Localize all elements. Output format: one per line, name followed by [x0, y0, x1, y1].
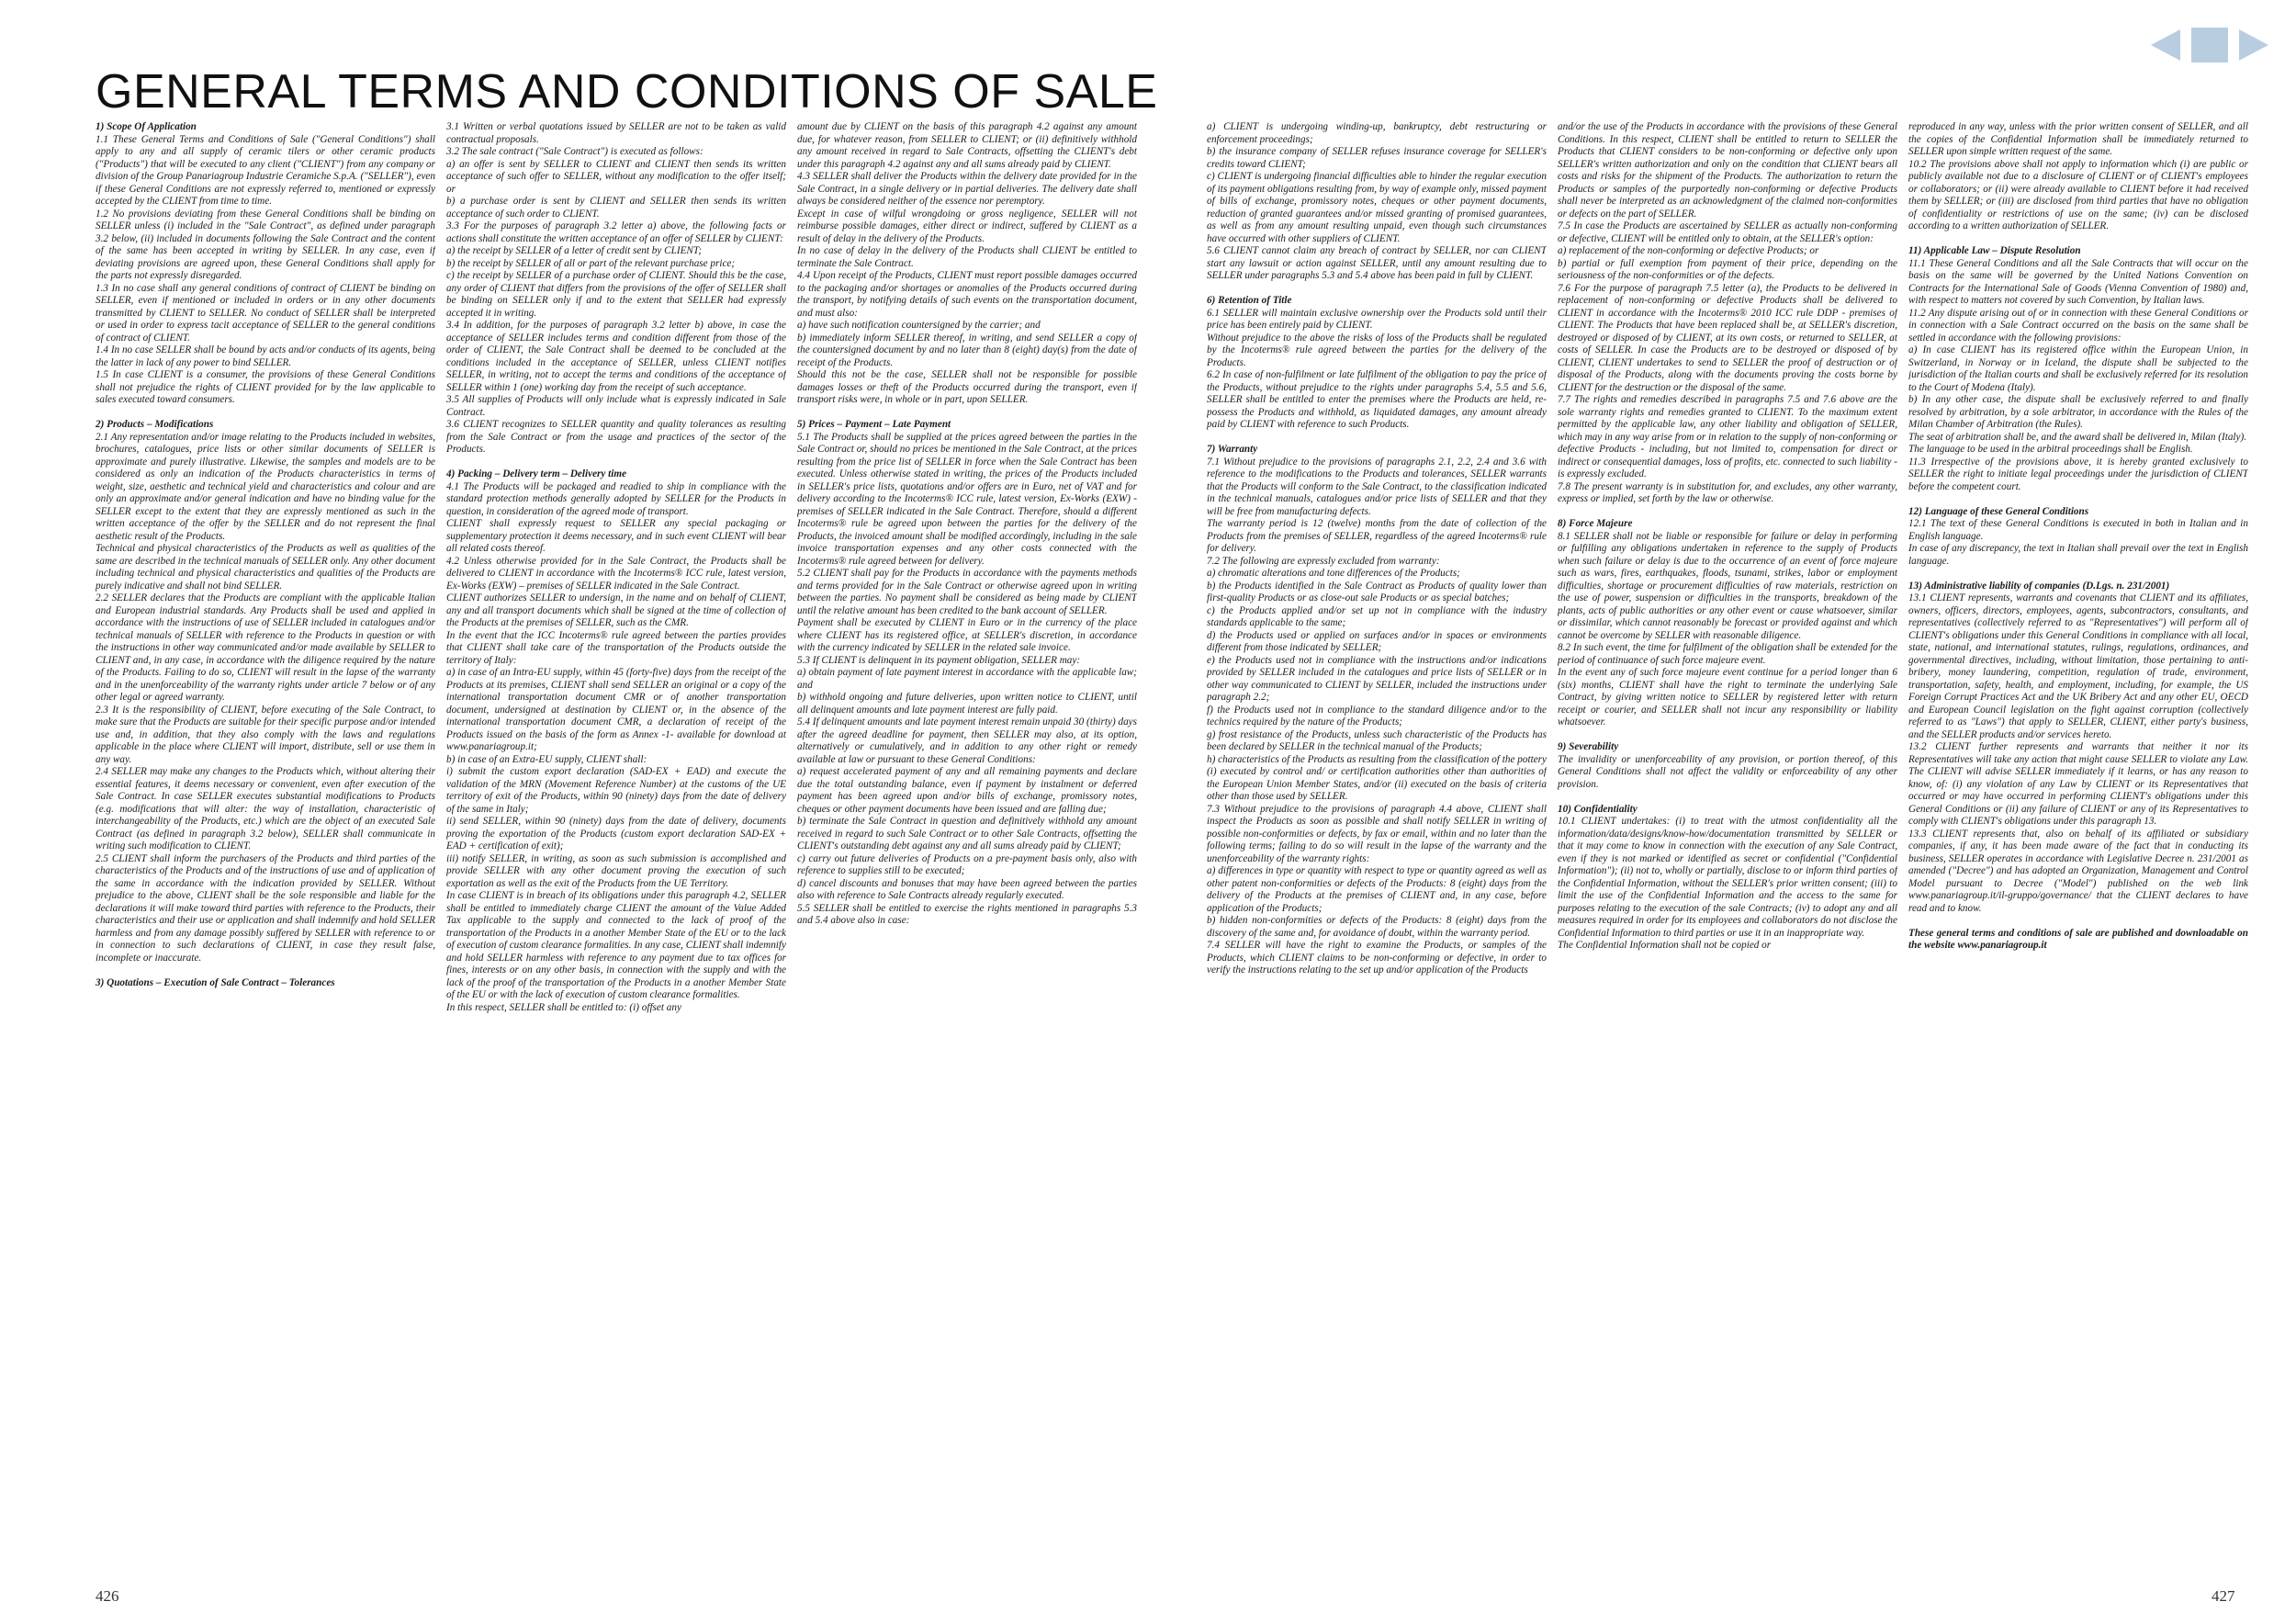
clause-paragraph: 2.1 Any representation and/or image relating to the Products included in websites, brochures, catalogues, price lists or other similar documents of SELLER is approximate and purely illustrative. Likewise, the samples and models are to be considered as only an indication of the Products characteristics in terms of weight, size, aesthetic and technical yield and characteristics and colour and are only an approximate and/or general indication and have no binding value for the SELLER except to the extent that they are expressly mentioned as such in the written acceptance of the offer by the SELLER and do not represent the final aesthetic result of the Products.: [96, 431, 435, 542]
terms-section: [797, 121, 1137, 407]
section-heading: 3) Quotations – Execution of Sale Contract – Tolerances: [96, 976, 335, 988]
clause-paragraph: Technical and physical characteristics of the Products as well as qualities of the same are described in the technical manuals of SELLER only. Any other document including technical and physical characteristics and qualities of the Products are purely indicative and shall not bind SELLER.: [96, 543, 435, 592]
clause-paragraph: 11.2 Any dispute arising out of or in connection with these General Conditions or in connection with a Sale Contract occurred on the basis on the same shall be settled in accordance with the following provisions:: [1908, 307, 2248, 344]
clause-paragraph: b) the receipt by SELLER of all or part of the relevant purchase price;: [446, 257, 736, 269]
clause-paragraph: a) have such notification countersigned by the carrier; and: [797, 320, 1041, 331]
section-heading: 8) Force Majeure: [1558, 518, 1633, 529]
terms-section: [96, 419, 435, 964]
clause-paragraph: The warranty period is 12 (twelve) months from the date of collection of the Products from the premises of SELLER, regardless of the agreed Incoterms® rule for delivery.: [1207, 518, 1547, 554]
terms-section: [1908, 506, 2248, 569]
clause-paragraph: Without prejudice to the above the risks of loss of the Products shall be regulated by the Incoterms® rule agreed between the parties for the delivery of the Products.: [1207, 332, 1547, 368]
clause-paragraph: 12.1 The text of these General Conditions is executed in both in Italian and in English language.: [1908, 518, 2248, 542]
text-column-1: [96, 121, 435, 1556]
section-heading: These general terms and conditions of sale are published and downloadable on the website www.panariagroup.it: [1908, 927, 2248, 951]
clause-paragraph: a) in case of an Intra-EU supply, within 45 (forty-five) days from the receipt of the Products at its premises, CLIENT shall send SELLER an original or a copy of the international transportation document CMR or of another transportation document, undersigned at destination by CLIENT or, in the absence of the international transportation document CMR, a declaration of receipt of the Products issued on the basis of the form as Annex -1- available for download at www.panariagroup.it;: [446, 667, 786, 752]
clause-paragraph: 5.4 If delinquent amounts and late payment interest remain unpaid 30 (thirty) days after the agreed deadline for payment, then SELLER may also, at its option, alternatively or cumulatively, and in addition to any other right or remedy available at law or pursuant to these General Conditions:: [797, 716, 1137, 765]
clause-paragraph: b) In any other case, the dispute shall be exclusively referred to and finally resolved by arbitration, by a sole arbitrator, in accordance with the Rules of the Milan Chamber of Arbitration (the Rules).: [1908, 394, 2248, 430]
page-number-left: 426: [96, 1587, 119, 1605]
clause-paragraph: 7.4 SELLER will have the right to examine the Products, or samples of the Products, which CLIENT claims to be non-conforming or defective, in order to verify the instructions relating to the set up and/or application of the Products: [1207, 940, 1547, 976]
clause-paragraph: c) the receipt by SELLER of a purchase order of CLIENT. Should this be the case, any order of CLIENT that differs from the provisions of the offer of SELLER shall be binding on SELLER only if and to the extent that SELLER had expressly accepted it in writing.: [446, 270, 786, 319]
terms-section: [797, 419, 1137, 928]
clause-paragraph: c) the Products applied and/or set up not in compliance with the industry standards applicable to the same;: [1207, 604, 1547, 628]
clause-paragraph: b) hidden non-conformities or defects of the Products: 8 (eight) days from the discovery of the same and, for avoidance of doubt, within the warranty period.: [1207, 915, 1547, 939]
clause-paragraph: Payment shall be executed by CLIENT in Euro or in the currency of the place where CLIENT has its registered office, at SELLER's discretion, in accordance with the currency indicated by SELLER in the related sale invoice.: [797, 617, 1137, 653]
clause-paragraph: a) obtain payment of late payment interest in accordance with the applicable law; and: [797, 667, 1137, 691]
clause-paragraph: f) the Products used not in compliance to the standard diligence and/or to the technics required by the nature of the Products;: [1207, 704, 1547, 727]
clause-paragraph: 5.2 CLIENT shall pay for the Products in accordance with the payments methods and terms provided for in the Sale Contract or otherwise agreed upon in writing between the parties. No payment shall be considered as being made by CLIENT until the relative amount has been credited to the bank account of SELLER.: [797, 568, 1137, 616]
section-heading: 6) Retention of Title: [1207, 295, 1292, 306]
clause-paragraph: 7.2 The following are expressly excluded from warranty:: [1207, 555, 1440, 567]
clause-paragraph: 8.1 SELLER shall not be liable or responsible for failure or delay in performing or fulfilling any obligations undertaken in reference to the supply of Products when such failure or delay is due to the occurrence of an event of force majeure such as wars, fires, earthquakes, floods, tsunami, strikes, labor or employment difficulties, shortage or procurement difficulties of raw materials, restriction on the use of power, suspension or difficulties in the transports, breakdown of the plants, acts of public authorities or any other event or cause whatsoever, similar or dissimilar, which cannot reasonably be forecast or provided against and which cannot be overcome by SELLER with reasonable diligence.: [1558, 530, 1897, 641]
section-heading: 4) Packing – Delivery term – Delivery time: [446, 468, 627, 479]
clause-paragraph: The invalidity or unenforceability of any provision, or portion thereof, of this General Conditions shall not affect the validity or enforceability of any other provision.: [1558, 753, 1897, 790]
clause-paragraph: c) CLIENT is undergoing financial difficulties able to hinder the regular execution of its payment obligations resulting from, by way of example only, missed payment of bills of exchange, promissory notes, cheques or other payment documents, reduction of granted guarantees and/or missed granting of promised guarantees, as well as from any amount resulting unpaid, even though such circumstances have occurred with other suppliers of CLIENT.: [1207, 171, 1547, 244]
clause-paragraph: 4.4 Upon receipt of the Products, CLIENT must report possible damages occurred to the packaging and/or shortages or anomalies of the Products occurred during the transport, by notifying details of such events on the transportation document, and must also:: [797, 270, 1137, 319]
clause-paragraph: a) an offer is sent by SELLER to CLIENT and CLIENT then sends its written acceptance of such offer to SELLER, without any modification to the offer itself; or: [446, 158, 786, 195]
clause-paragraph: 10.2 The provisions above shall not apply to information which (i) are public or publicly available not due to a disclosure of CLIENT or of CLIENT's employees or collaborators; or (ii) were already available to CLIENT before it had received them by SELLER; or (iii) are disclosed from third parties that have no obligation of confidentiality or restrictions of use on the same; (iv) can be disclosed according to a written authorization of SELLER.: [1908, 158, 2248, 231]
chevron-right-icon[interactable]: [2235, 28, 2272, 62]
clause-paragraph: The language to be used in the arbitral proceedings shall be English.: [1908, 444, 2193, 455]
section-heading: 2) Products – Modifications: [96, 419, 214, 430]
clause-paragraph: Except in case of wilful wrongdoing or gross negligence, SELLER will not reimburse possible damages, either direct or indirect, suffered by CLIENT as a result of delay in the delivery of the Products.: [797, 208, 1137, 244]
clause-paragraph: The Confidential Information shall not be copied or: [1558, 940, 1772, 951]
page-number-right: 427: [2212, 1587, 2235, 1605]
clause-paragraph: 1.3 In no case shall any general conditions of contract of CLIENT be binding on SELLER, even if mentioned or included in orders or in any other documents transmitted by CLIENT to SELLER. No conduct of SELLER shall be interpreted or used in order to express tacit acceptance of SELLER to the general conditions of contract of CLIENT.: [96, 282, 435, 344]
terms-section: [1558, 741, 1897, 791]
clause-paragraph: a) chromatic alterations and tone differences of the Products;: [1207, 568, 1460, 579]
terms-section: [96, 121, 435, 407]
terms-section: [1207, 121, 1547, 283]
clause-paragraph: c) carry out future deliveries of Products on a pre-payment basis only, also with reference to supplies still to be executed;: [797, 852, 1137, 876]
clause-paragraph: 11.3 Irrespective of the provisions above, it is hereby granted exclusively to SELLER the right to initiate legal proceedings under the jurisdiction of CLIENT before the competent court.: [1908, 456, 2248, 492]
clause-paragraph: iii) notify SELLER, in writing, as soon as such submission is accomplished and provide SELLER with any other document proving the execution of such exportation as well as the exit of the Products from the UE Territory.: [446, 852, 786, 889]
text-column-4: [1207, 121, 1547, 1556]
clause-paragraph: 1.4 In no case SELLER shall be bound by acts and/or conducts of its agents, being the latter in lack of any power to bind SELLER.: [96, 344, 435, 368]
section-heading: 1) Scope Of Application: [96, 121, 197, 132]
clause-paragraph: h) characteristics of the Products as resulting from the classification of the pottery (i) executed by control and/ or certification authorities other than authorities of the European Union Member States, and/or (ii) executed on the basis of criteria other than those used by SELLER.: [1207, 753, 1547, 802]
clause-paragraph: 13.3 CLIENT represents that, also on behalf of its affiliated or subsidiary companies, if any, it has been made aware of the fact that in conducting its business, SELLER operates in accordance with Legislative Decree n. 231/2001 as amended ("Decree") and has adopted an Organization, Management and Control Model pursuant to Decree ("Model") published on the web link www.panariagroup.it/il-gruppo/governance/ that the CLIENT declares to have read and to know.: [1908, 828, 2248, 914]
clause-paragraph: 5.3 If CLIENT is delinquent in its payment obligation, SELLER may:: [797, 654, 1081, 666]
clause-paragraph: 5.1 The Products shall be supplied at the prices agreed between the parties in the Sale Contract or, should no prices be mentioned in the Sale Contract, at the prices resulting from the price list of SELLER in force when the Sale Contract has been executed. Unless otherwise stated in writing, the prices of the Products included in SELLER's price lists, quotations and/or offers are in Euro, net of VAT and for delivery according to the Incoterms® ICC rule, latest version, Ex-Works (EXW) - premises of SELLER indicated in the Sale Contract. Therefore, should a different Incoterms® rule be agreed upon between the parties for the delivery of the Products, the invoiced amount shall be modified accordingly, including in the sale invoice transportation expenses and any other costs connected with the Incoterms® rule agreed between for delivery.: [797, 431, 1137, 567]
clause-paragraph: b) immediately inform SELLER thereof, in writing, and send SELLER a copy of the countersigned document by and no later than 8 (eight) day(s) from the date of receipt of the Products.: [797, 332, 1137, 368]
clause-paragraph: a) CLIENT is undergoing winding-up, bankruptcy, debt restructuring or enforcement proceedings;: [1207, 121, 1547, 145]
clause-paragraph: 3.3 For the purposes of paragraph 3.2 letter a) above, the following facts or actions shall constitute the written acceptance of an offer of SELLER by CLIENT:: [446, 220, 786, 244]
clause-paragraph: 13.1 CLIENT represents, warrants and covenants that CLIENT and its affiliates, owners, officers, directors, employees, agents, subcontractors, consultants, and representatives (collectively referred to as "Representatives") will perform all of CLIENT's obligations under this General Conditions in compliance with all local, state, national, and international statutes, rulings, regulations, ordinances, and governmental directives, including, without limitation, those pertaining to anti-bribery, money laundering, competition, regulation of trade, environment, transportation, safety, health, and employment, including, for example, the US Foreign Corrupt Practices Act and the UK Bribery Act and any other EU, OECD and European Council legislation on the fight against corruption (collectively referred to as "Laws") that apply to SELLER, CLIENT, either party's business, and the SELLER products and/or services hereto.: [1908, 592, 2248, 740]
clause-paragraph: 7.6 For the purpose of paragraph 7.5 letter (a), the Products to be delivered in replacement of non-conforming or defective Products shall be delivered to CLIENT in accordance with the Incoterms® 2010 ICC rule DDP - premises of CLIENT. The Products that have been replaced shall be, at SELLER's discretion, destroyed or disposed of by CLIENT, at its own costs, or returned to SELLER, at costs of SELLER. In case the Products are to be destroyed or disposed of by CLIENT, CLIENT undertakes to send to SELLER the proof of destruction or of disposal of the Products, along with the documents proving the costs borne by CLIENT for the destruction or the disposal of the same.: [1558, 282, 1897, 393]
terms-section: [96, 977, 435, 990]
clause-paragraph: 3.1 Written or verbal quotations issued by SELLER are not to be taken as valid contractual proposals.: [446, 121, 786, 145]
clause-paragraph: a) the receipt by SELLER of a letter of credit sent by CLIENT;: [446, 245, 703, 256]
clause-paragraph: b) partial or full exemption from payment of their price, depending on the seriousness of the non-conformities or of the defects.: [1558, 257, 1897, 281]
clause-paragraph: 1.2 No provisions deviating from these General Conditions shall be binding on SELLER unless (i) included in the "Sale Contract", as defined under paragraph 3.2 below, (ii) included in documents following the Sale Contract and the content of the same has been accepted in writing by SELLER. In any case, even if deviating provisions are agreed upon, these General Conditions shall apply for the parts not expressly disregarded.: [96, 208, 435, 281]
clause-paragraph: d) the Products used or applied on surfaces and/or in spaces or environments different from those indicated by SELLER;: [1207, 629, 1547, 653]
section-heading: 9) Severability: [1558, 741, 1619, 752]
clause-paragraph: 7.5 In case the Products are ascertained by SELLER as actually non-conforming or defective, CLIENT will be entitled only to obtain, at the SELLER's option:: [1558, 220, 1897, 244]
clause-paragraph: 6.1 SELLER will maintain exclusive ownership over the Products sold until their price has been entirely paid by CLIENT.: [1207, 307, 1547, 331]
clause-paragraph: a) differences in type or quantity with respect to type or quantity agreed as well as other patent non-conformities or defects of the Products: 8 (eight) days from the delivery of the Products at the premises of CLIENT and, in any case, before application of the Products;: [1207, 865, 1547, 914]
clause-paragraph: 7.8 The present warranty is in substitution for, and excludes, any other warranty, express or implied, set forth by the law or otherwise.: [1558, 480, 1897, 504]
clause-paragraph: In no case of delay in the delivery of the Products shall CLIENT be entitled to terminate the Sale Contract.: [797, 245, 1137, 269]
clause-paragraph: i) submit the custom export declaration (SAD-EX + EAD) and execute the validation of the MRN (Movement Reference Number) at the customs of the UE territory of exit of the Products, within 90 (ninety) days from the date of delivery of the same in Italy;: [446, 766, 786, 815]
clause-paragraph: 3.5 All supplies of Products will only include what is expressly indicated in Sale Contract.: [446, 394, 786, 418]
clause-paragraph: 7.3 Without prejudice to the provisions of paragraph 4.4 above, CLIENT shall inspect the Products as soon as possible and shall notify SELLER in writing of possible non-conformities or defects, by fax or email, within and no later than the following terms; failing to do so will result in the lapse of the warranty and the unenforceability of the warranty rights:: [1207, 803, 1547, 864]
clause-paragraph: 7.1 Without prejudice to the provisions of paragraphs 2.1, 2.2, 2.4 and 3.6 with reference to the modifications to the Products and tolerances, SELLER warrants that the Products will conform to the Sale Contract, to the classification indicated in the technical manuals, catalogues and/or price lists of SELLER and that they will be free from manufacturing defects.: [1207, 456, 1547, 517]
clause-paragraph: 5.5 SELLER shall be entitled to exercise the rights mentioned in paragraphs 5.3 and 5.4 above also in case:: [797, 902, 1137, 926]
clause-paragraph: 4.3 SELLER shall deliver the Products within the delivery date provided for in the Sale Contract, in a single delivery or in partial deliveries. The delivery date shall always be considered neither of the essence nor peremptory.: [797, 171, 1137, 207]
terms-section: [1558, 804, 1897, 953]
clause-paragraph: b) terminate the Sale Contract in question and definitively withhold any amount received in regard to such Sale Contract or to other Sale Contracts, offsetting the CLIENT's outstanding debt against any and all sums already paid by CLIENT;: [797, 816, 1137, 851]
page-title: GENERAL TERMS AND CONDITIONS OF SALE: [96, 65, 1158, 118]
clause-paragraph: g) frost resistance of the Products, unless such characteristic of the Products has been declared by SELLER in the technical manual of the Products;: [1207, 728, 1547, 752]
terms-section: [1558, 518, 1897, 729]
terms-section: [446, 121, 786, 457]
clause-paragraph: 1.5 In case CLIENT is a consumer, the provisions of these General Conditions shall not prejudice the rights of CLIENT provided for by the law applicable to sales executed toward consumers.: [96, 369, 435, 405]
clause-paragraph: 7.7 The rights and remedies described in paragraphs 7.5 and 7.6 above are the sole warranty rights and remedies granted to CLIENT. To the maximum extent permitted by the applicable law, any other liability and obligation of SELLER, which may in any way arise from or in relation to the supply of non-conforming or defective Products - including, but not limited to, compensation for direct or indirect or consequential damages, loss of profits, etc. connected to such liability - is expressly excluded.: [1558, 394, 1897, 479]
clause-paragraph: 8.2 In such event, the time for fulfilment of the obligation shall be extended for the period of continuance of such force majeure event.: [1558, 642, 1897, 666]
terms-section: [1908, 121, 2248, 233]
clause-paragraph: 1.1 These General Terms and Conditions of Sale ("General Conditions") shall apply to any and all supply of ceramic tilers or other ceramic products ("Products") that will be executed to any client ("CLIENT") from any company or division of the Group Panariagroup Industrie Ceramiche S.p.A. ("SELLER"), even if these General Conditions are not expressly referred to, mentioned or expressly accepted by the CLIENT from time to time.: [96, 133, 435, 207]
clause-paragraph: Should this not be the case, SELLER shall not be responsible for possible damages losses or theft of the Products occurred during the transport, even if transport risks were, in whole or in part, upon SELLER.: [797, 369, 1137, 405]
text-column-5: [1558, 121, 1897, 1556]
clause-paragraph: 6.2 In case of non-fulfilment or late fulfilment of the obligation to pay the price of the Products, without prejudice to the rights under paragraphs 5.4, 5.5 and 5.6, SELLER shall be entitled to enter the premises where the Products are held, re-possess the Products and withhold, as liquidated damages, any amount already paid by CLIENT with reference to such Products.: [1207, 369, 1547, 430]
clause-paragraph: 3.2 The sale contract ("Sale Contract") is executed as follows:: [446, 146, 703, 157]
clause-paragraph: 2.3 It is the responsibility of CLIENT, before executing of the Sale Contract, to make sure that the Products are suitable for their specific purpose and/or intended use and, in addition, that they also comply with the laws and regulations applicable in the place where CLIENT will import, distribute, sell or use them in any way.: [96, 704, 435, 765]
clause-paragraph: 3.4 In addition, for the purposes of paragraph 3.2 letter b) above, in case the acceptance of SELLER includes terms and condition different from those of the order of CLIENT, the Sale Contract shall be deemed to be concluded at the conditions included in the acceptance of SELLER, unless CLIENT notifies SELLER, in writing, not to accept the terms and conditions of the acceptance of SELLER within 1 (one) working day from the receipt of such acceptance.: [446, 320, 786, 393]
section-heading: 5) Prices – Payment – Late Payment: [797, 419, 951, 430]
section-heading: 11) Applicable Law – Dispute Resolution: [1908, 245, 2081, 256]
terms-section: [1908, 245, 2248, 493]
clause-paragraph: b) in case of an Extra-EU supply, CLIENT shall:: [446, 753, 647, 765]
clause-paragraph: 5.6 CLIENT cannot claim any breach of contract by SELLER, nor can CLIENT start any lawsuit or action against SELLER, until any amount resulting due to SELLER under paragraphs 5.3 and 5.4 above has been paid in full by CLIENT.: [1207, 245, 1547, 281]
section-heading: 12) Language of these General Conditions: [1908, 505, 2089, 517]
clause-paragraph: 11.1 These General Conditions and all the Sale Contracts that will occur on the basis on the same will be governed by the United Nations Convention on Contracts for the International Sale of Goods (Vienna Convention of 1980) and, with respect to matters not covered by such Convention, by Italian laws.: [1908, 257, 2248, 306]
clause-paragraph: b) withhold ongoing and future deliveries, upon written notice to CLIENT, until all delinquent amounts and late payment interest are fully paid.: [797, 692, 1137, 716]
clause-paragraph: In case of any discrepancy, the text in Italian shall prevail over the text in English language.: [1908, 543, 2248, 567]
text-column-3: [797, 121, 1137, 1556]
clause-paragraph: 3.6 CLIENT recognizes to SELLER quantity and quality tolerances as resulting from the Sale Contract or from the usage and practices of the sector of the Products.: [446, 419, 786, 455]
clause-paragraph: 13.2 CLIENT further represents and warrants that neither it nor its Representatives will take any action that might cause SELLER to violate any Law. The CLIENT will advise SELLER immediately if it learns, or has any reason to know, of: (i) any violation of any Law by CLIENT or its Representatives that occurred or may have occurred in performing CLIENT's obligations under this General Conditions or (ii) any failure of CLIENT or any of its Representatives to comply with CLIENT's obligations under this paragraph 13.: [1908, 741, 2248, 827]
clause-paragraph: 2.2 SELLER declares that the Products are compliant with the applicable Italian and European industrial standards. Any Products shall be used and applied in accordance with the instructions of use of SELLER included in catalogues and/or technical manuals of SELLER with reference to the Products in question or with the instructions in other way communicated and/or made available by SELLER to CLIENT and, in any case, in accordance with the diligence required by the nature of the Products. Failing to do so, CLIENT will result in the lapse of the warranty and in the unenforceability of the warranty rights under article 7 below or of any other legal or agreed warranty.: [96, 592, 435, 703]
clause-paragraph: In case CLIENT is in breach of its obligations under this paragraph 4.2, SELLER shall be entitled to immediately charge CLIENT the amount of the Value Added Tax applicable to the supply and connected to the lack of proof of the transportation of the Products in a another Member State of the EU or to the lack of execution of custom clearance formalities. In any case, CLIENT shall indemnify and hold SELLER harmless with reference to any payment due to tax offices for fines, interests or on any other basis, in connection with the supply and with the lack of the proof of the transportation of the Products in a another Member State of the EU or with the lack of execution of custom clearance formalities.: [446, 890, 786, 1000]
terms-section: [446, 468, 786, 1014]
clause-paragraph: 4.2 Unless otherwise provided for in the Sale Contract, the Products shall be delivered to CLIENT in accordance with the Incoterms® ICC rule, latest version, Ex-Works (EXW) – premises of SELLER indicated in the Sale Contract.: [446, 555, 786, 592]
clause-paragraph: ii) send SELLER, within 90 (ninety) days from the date of delivery, documents proving the exportation of the Products (custom export declaration SAD-EX + EAD + certification of exit);: [446, 816, 786, 851]
clause-paragraph: CLIENT shall expressly request to SELLER any special packaging or supplementary protection it deems necessary, and in such event CLIENT will bear all related costs thereof.: [446, 518, 786, 554]
clause-paragraph: a) In case CLIENT has its registered office within the European Union, in Switzerland, in Norway or in Iceland, the dispute shall be subjected to the jurisdiction of the Italian courts and shall be exclusively referred for its resolution to the Court of Modena (Italy).: [1908, 344, 2248, 393]
terms-section: [1207, 444, 1547, 977]
text-column-2: [446, 121, 786, 1556]
chevron-left-icon[interactable]: [2147, 28, 2184, 62]
terms-section: [1558, 121, 1897, 506]
clause-paragraph: and/or the use of the Products in accordance with the provisions of these General Conditions. In this respect, CLIENT shall be entitled to return to SELLER the Products that CLIENT considers to be non-conforming or defective only upon SELLER's written authorization and only on the condition that CLIENT bears all costs and risks for the shipment of the Products. The authorization to return the Products or samples of the purportedly non-conforming or defective Products shall never be interpreted as an acknowledgment of the claimed non-conformities or defects on the part of SELLER.: [1558, 121, 1897, 220]
clause-paragraph: 2.5 CLIENT shall inform the purchasers of the Products and third parties of the characteristics of the Products and of the instructions of use and of application of the same in accordance with the indication provided by SELLER. Without prejudice to the above, CLIENT shall be the sole responsible and liable for the declarations it will make toward third parties with reference to the Products, their characteristics and their use or application and shall indemnify and hold SELLER harmless and from any damage possibly suffered by SELLER with reference to or in connection to such declarations of CLIENT, in case they result false, incomplete or inaccurate.: [96, 852, 435, 964]
clause-paragraph: b) the insurance company of SELLER refuses insurance coverage for SELLER's credits toward CLIENT;: [1207, 146, 1547, 170]
section-heading: 7) Warranty: [1207, 444, 1258, 455]
section-heading: 13) Administrative liability of companies (D.Lgs. n. 231/2001): [1908, 580, 2170, 592]
square-icon[interactable]: [2191, 28, 2228, 62]
clause-paragraph: In the event any of such force majeure event continue for a period longer than 6 (six) months, CLIENT shall have the right to terminate the underlying Sale Contract, by giving written notice to SELLER by registered letter with return receipt or courier, and SELLER shall not incur any responsibility or liability whatsoever.: [1558, 667, 1897, 727]
clause-paragraph: amount due by CLIENT on the basis of this paragraph 4.2 against any amount due, for whatever reason, from SELLER to CLIENT; or (ii) definitively withhold any amount received in regard to Sale Contracts, offsetting the CLIENT's debt under this paragraph 4.2 against any and all sums already paid by CLIENT.: [797, 121, 1137, 170]
clause-paragraph: In this respect, SELLER shall be entitled to: (i) offset any: [446, 1001, 681, 1013]
terms-section: [1207, 295, 1547, 432]
clause-paragraph: reproduced in any way, unless with the prior written consent of SELLER, and all the copies of the Confidential Information shall be immediately returned to SELLER upon simple written request of the same.: [1908, 121, 2248, 157]
clause-paragraph: a) replacement of the non-conforming or defective Products; or: [1558, 245, 1819, 256]
clause-paragraph: In the event that the ICC Incoterms® rule agreed between the parties provides that CLIENT shall take care of the transportation of the Products outside the territory of Italy:: [446, 629, 786, 666]
clause-paragraph: b) a purchase order is sent by CLIENT and SELLER then sends its written acceptance of such order to CLIENT.: [446, 196, 786, 220]
clause-paragraph: e) the Products used not in compliance with the instructions and/or indications provided by SELLER included in the catalogues and price lists of SELLER or in other way communicated to CLIENT by SELLER, included the instructions under paragraph 2.2;: [1207, 654, 1547, 703]
terms-section: [1908, 928, 2248, 953]
clause-paragraph: a) request accelerated payment of any and all remaining payments and declare due the total outstanding balance, even if payment by instalment or deferred payment has been agreed upon and/or bills of exchange, promissory notes, cheques or other payment documents have been issued and are falling due;: [797, 766, 1137, 815]
clause-paragraph: d) cancel discounts and bonuses that may have been agreed between the parties also with reference to Sale Contracts already regularly executed.: [797, 877, 1137, 901]
clause-paragraph: 2.4 SELLER may make any changes to the Products which, without altering their essential features, it deems necessary or convenient, even after execution of the Sale Contract. In case SELLER executes substantial modifications to Products (e.g. modifications that will alter: the way of installation, characteristic of interchangeability of the Products, etc.) which are the object of an executed Sale Contract (as defined in paragraph 3.2 below), SELLER shall communicate in writing such modification to CLIENT.: [96, 766, 435, 851]
clause-paragraph: The seat of arbitration shall be, and the award shall be delivered in, Milan (Italy).: [1908, 431, 2247, 443]
text-column-6: [1908, 121, 2248, 1556]
clause-paragraph: 4.1 The Products will be packaged and readied to ship in compliance with the standard protection methods generally adopted by SELLER for the Products in question, in consideration of the agreed mode of transport.: [446, 480, 786, 517]
terms-section: [1908, 581, 2248, 916]
clause-paragraph: b) the Products identified in the Sale Contract as Products of quality lower than first-quality Products or as close-out sale Products or as special batches;: [1207, 580, 1547, 603]
clause-paragraph: CLIENT authorizes SELLER to undersign, in the name and on behalf of CLIENT, any and all transport documents which shall be signed at the time of collection of the Products at the premises of SELLER, such as the CMR.: [446, 592, 786, 628]
section-heading: 10) Confidentiality: [1558, 803, 1638, 815]
page-navigation: [2147, 28, 2272, 62]
clause-paragraph: 10.1 CLIENT undertakes: (i) to treat with the utmost confidentiality all the information/data/designs/know-how/documentation transmitted by SELLER or that it may come to know in connection with the execution of any Sale Contract, even if they is not marked or identified as secret or confidential ("Confidential Information"); (ii) not to, wholly or partially, disclose to or inform third parties of the Confidential Information, without the SELLER's prior written consent; (iii) to limit the use of the Confidential Information and the access to the same for purposes relating to the execution of the sale Contracts; (iv) to adopt any and all measures required in order for its employees and collaborators do not disclose the Confidential Information to third parties or use it in an inappropriate way.: [1558, 816, 1897, 939]
